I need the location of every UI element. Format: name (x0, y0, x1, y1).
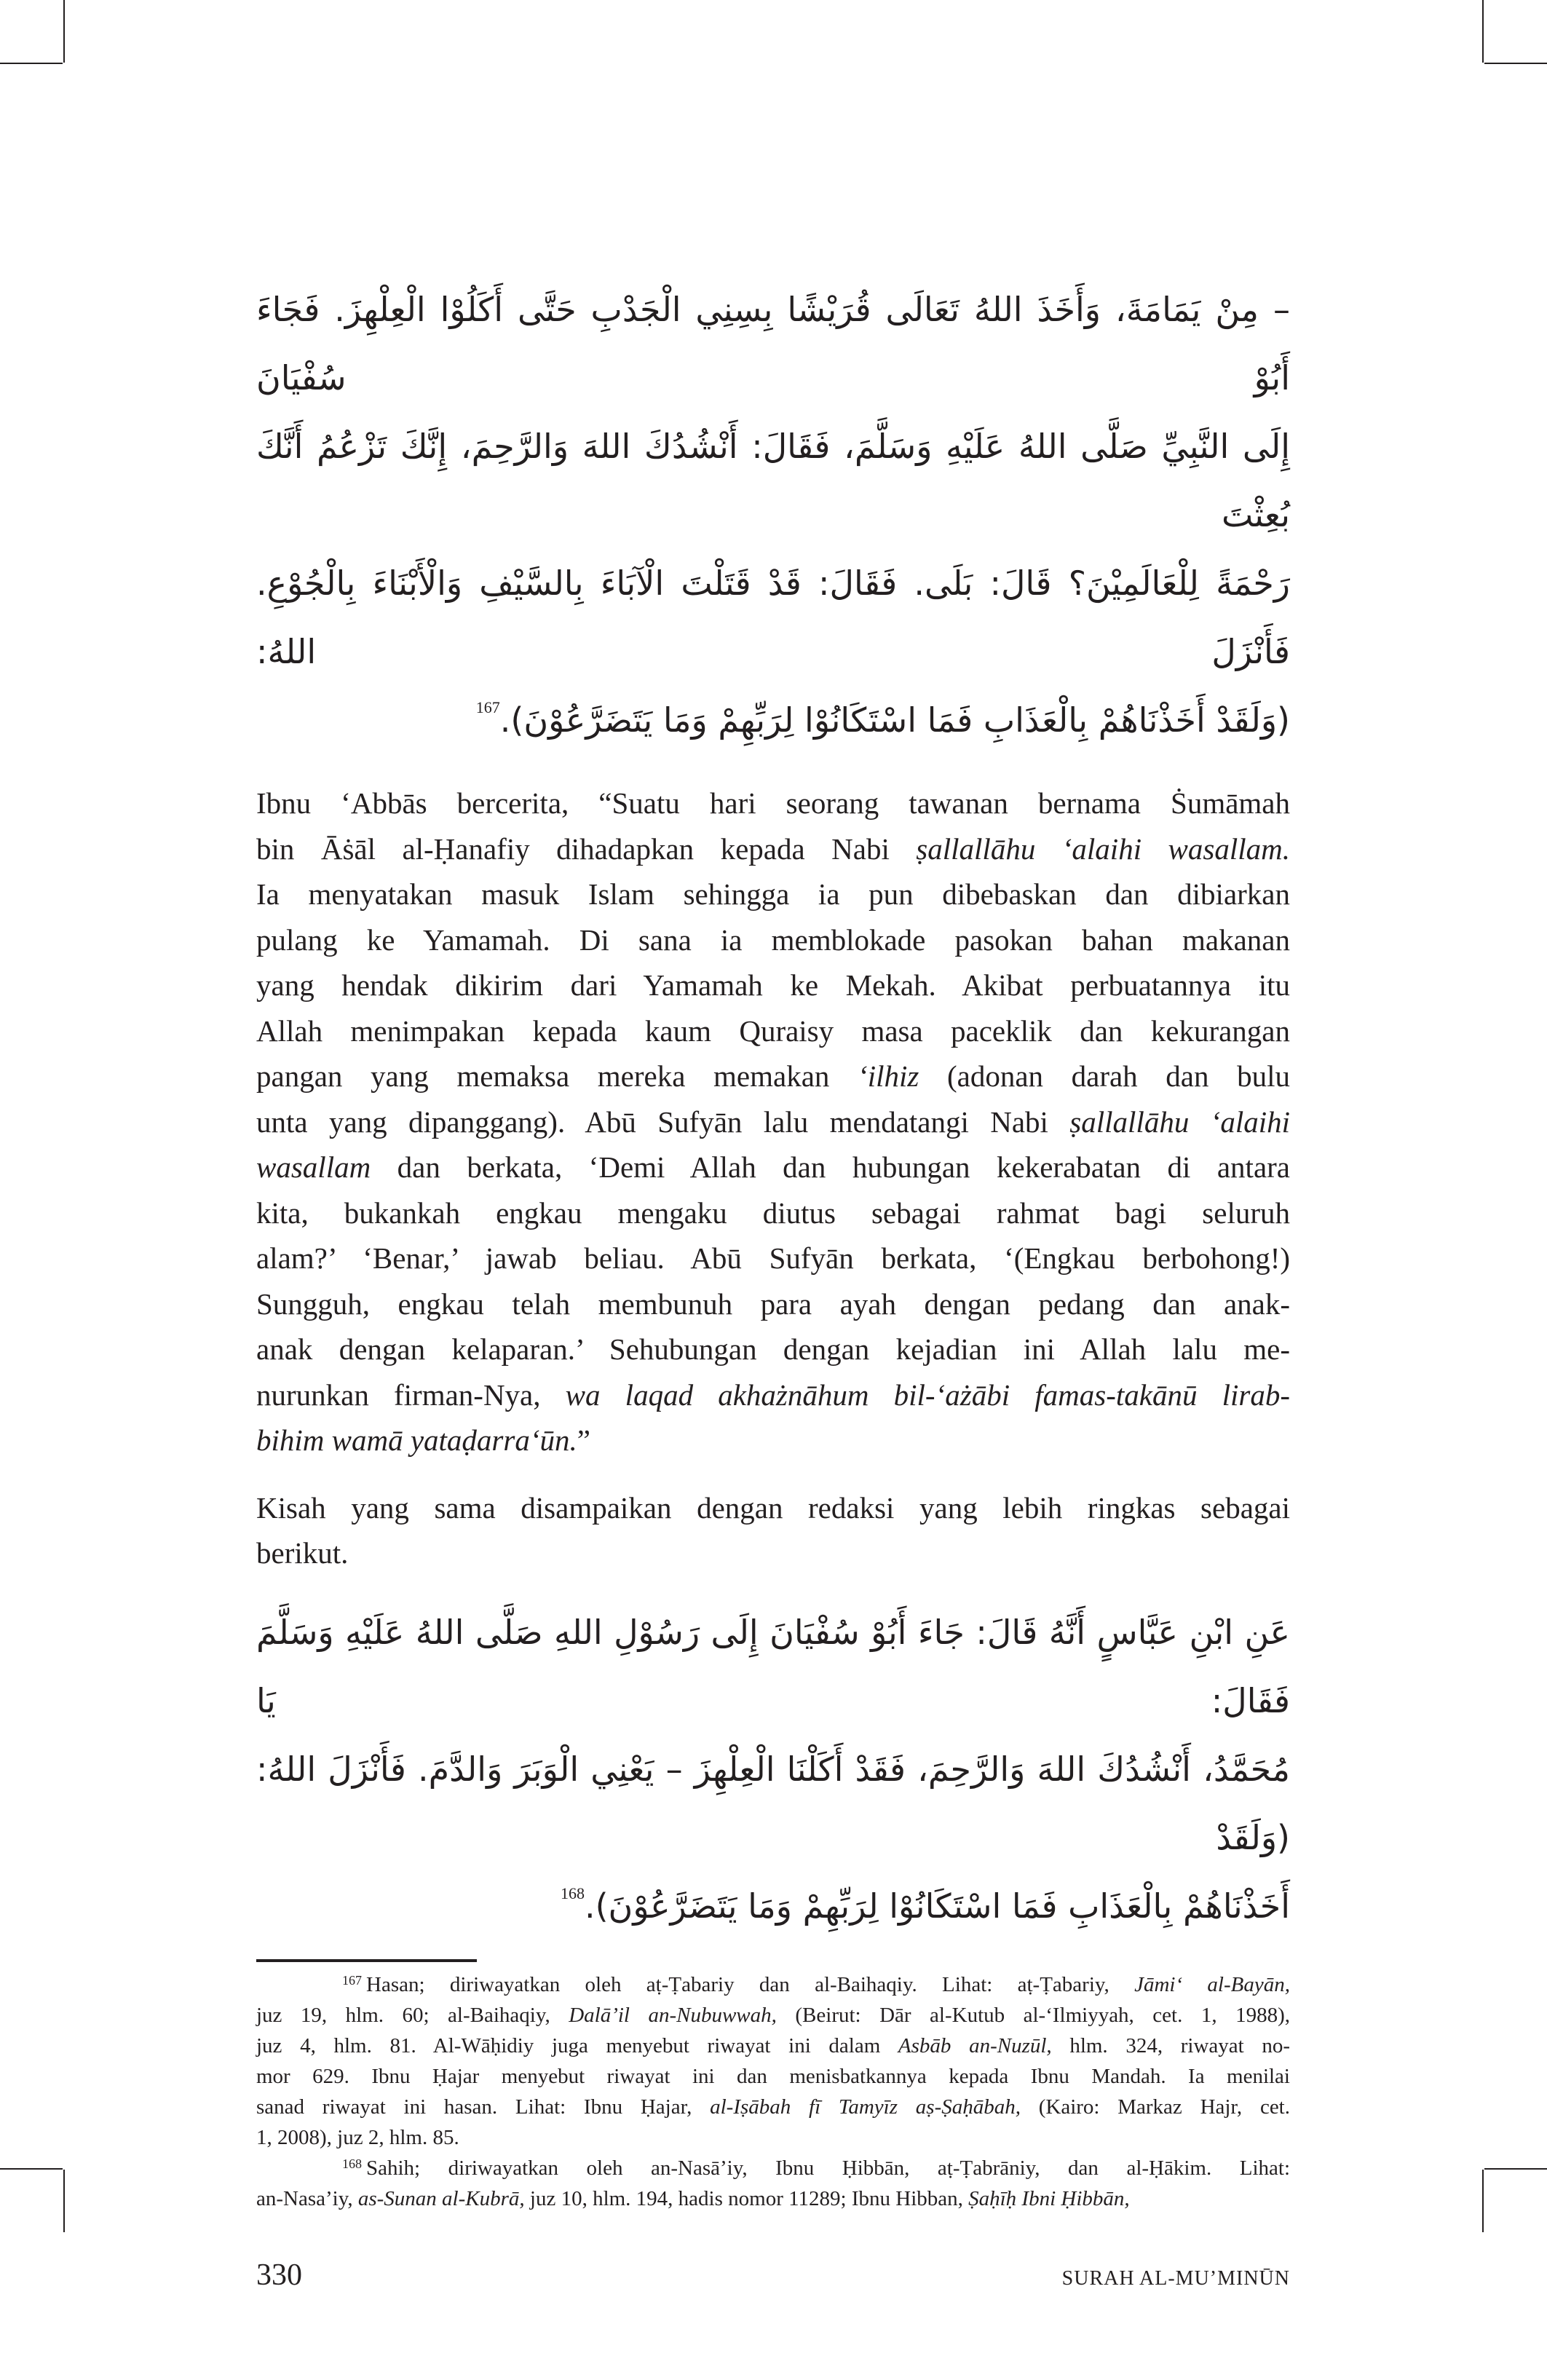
text-line (256, 780, 1290, 826)
text-line (256, 917, 1290, 963)
crop-mark (0, 63, 63, 64)
italic-text: Jāmi‘ al-Bayān, (1134, 1972, 1290, 1996)
footnote-number: 168 (342, 2156, 362, 2171)
text: juz 19, hlm. 60; al-Baihaqiy, (256, 2003, 569, 2027)
text: nurunkan firman-Nya, (256, 1377, 566, 1412)
text-line (256, 2031, 1290, 2061)
text: unta yang dipanggang). Abū Sufyān lalu mendatangi Nabi (256, 1104, 1070, 1139)
footnote (256, 1969, 1290, 2153)
arabic-block-1 (256, 275, 1290, 754)
text-line (256, 1372, 1290, 1418)
footnote-rule (256, 1959, 477, 1962)
text-line (256, 826, 1290, 872)
text: pangan yang memaksa mereka memakan (256, 1059, 858, 1093)
text-line (256, 2122, 1290, 2153)
arabic-line (256, 1872, 1290, 1940)
text-line (256, 1530, 1290, 1576)
text: Hasan; diriwayatkan oleh aṭ-Ṭabariy dan al-Baihaqiy. Lihat: aṭ-Ṭabariy, (366, 1972, 1135, 1996)
text-line (256, 1053, 1290, 1099)
arabic-line (256, 686, 1290, 754)
text-line (256, 1236, 1290, 1281)
text: Ibnu ‘Abbās bercerita, “Suatu hari seorang tawanan bernama Ṡumāmah (256, 786, 1290, 820)
text: Ia menyatakan masuk Islam sehingga ia pun dibebaskan dan dibiarkan (256, 877, 1290, 911)
arabic-line: مُحَمَّدُ، أَنْشُدُكَ اللهَ وَالرَّحِمَ، فَقَدْ أَكَلْنَا الْعِلْهِزَ – يَعْنِي الْوَبَرَ وَالدَّمَ. فَأَنْزَلَ اللهُ: (وَلَقَدْ (256, 1749, 1290, 1857)
italic-text: ṣallallāhu ‘alaihi wasallam. (916, 831, 1290, 866)
crop-mark (63, 2170, 65, 2232)
italic-text: ṣallallāhu ‘alaihi (1069, 1104, 1291, 1139)
text: (adonan darah dan bulu (919, 1059, 1291, 1093)
paragraph-1 (256, 780, 1290, 1463)
text-line (256, 2092, 1290, 2122)
text-line (256, 2153, 1290, 2183)
arabic-line: إِلَى النَّبِيِّ صَلَّى اللهُ عَلَيْهِ وَسَلَّمَ، فَقَالَ: أَنْشُدُكَ اللهَ وَالرَّحِمَ، إِنَّكَ تَزْعُمُ أَنَّكَ بُعِثْتَ (256, 427, 1290, 534)
page-column (256, 0, 1290, 2380)
paragraph-2 (256, 1485, 1290, 1576)
text: alam?’ ‘Benar,’ jawab beliau. Abū Sufyān berkata, ‘(Engkau berbohong!) (256, 1241, 1290, 1275)
text: ” (577, 1423, 590, 1457)
text-line (256, 871, 1290, 917)
text-line (256, 1281, 1290, 1327)
text-line (256, 1144, 1290, 1190)
text: Kisah yang sama disampaikan dengan redaksi yang lebih ringkas sebagai (256, 1490, 1290, 1525)
italic-text: bihim wamā yataḍarra‘ūn. (256, 1423, 577, 1457)
crop-mark (63, 0, 65, 63)
italic-text: al-Iṣābah fī Tamyīz aṣ-Ṣaḥābah, (710, 2095, 1021, 2119)
text-line (256, 1099, 1290, 1145)
text: juz 4, hlm. 81. Al-Wāḥidiy juga menyebut riwayat ini dalam (256, 2033, 898, 2057)
crop-mark (1482, 2170, 1484, 2232)
arabic-block-2 (256, 1598, 1290, 1940)
arabic-text: (وَلَقَدْ أَخَذْنَاهُمْ بِالْعَذَابِ فَمَا اسْتَكَانُوْا لِرَبِّهِمْ وَمَا يَتَضَرَّعُوْنَ). (499, 700, 1290, 740)
text: bin Āṡāl al-Ḥanafiy dihadapkan kepada Nabi (256, 831, 917, 866)
text-line (256, 962, 1290, 1008)
italic-text: ‘ilhiz (858, 1059, 919, 1093)
italic-text: wa laqad akhażnāhum bil-‘ażābi famas-takānū lirab- (565, 1377, 1290, 1412)
italic-text: wasallam (256, 1150, 371, 1184)
arabic-line: – مِنْ يَمَامَةَ، وَأَخَذَ اللهُ تَعَالَى قُرَيْشًا بِسِنِي الْجَدْبِ حَتَّى أَكَلُوْا الْعِلْهِزَ. فَجَاءَ أَبُوْ سُفْيَانَ (256, 290, 1290, 398)
footnote-ref[interactable]: 168 (560, 1883, 585, 1902)
page-footer (256, 2258, 1290, 2293)
italic-text: Asbāb an-Nuzūl, (898, 2033, 1052, 2057)
crop-mark (1484, 63, 1547, 64)
text: yang hendak dikirim dari Yamamah ke Mekah. Akibat perbuatannya itu (256, 968, 1290, 1002)
text-line (256, 2183, 1290, 2214)
footnotes (256, 1969, 1290, 2214)
text: Sahih; diriwayatkan oleh an-Nasā’iy, Ibnu Ḥibbān, aṭ-Ṭabrāniy, dan al-Ḥākim. Lihat: (366, 2156, 1290, 2180)
text: kita, bukankah engkau mengaku diutus sebagai rahmat bagi seluruh (256, 1195, 1290, 1230)
running-title: SURAH AL-MU’MINŪN (1061, 2266, 1290, 2290)
text: juz 10, hlm. 194, hadis nomor 11289; Ibnu Hibban, (524, 2186, 969, 2210)
text: pulang ke Yamamah. Di sana ia memblokade pasokan bahan makanan (256, 922, 1290, 957)
italic-text: as-Sunan al-Kubrā, (357, 2186, 525, 2210)
footnote-number: 167 (342, 1972, 362, 1988)
text-line (256, 1485, 1290, 1531)
italic-text: Ṣaḥīḥ Ibni Ḥibbān, (968, 2186, 1130, 2210)
arabic-line: رَحْمَةً لِلْعَالَمِيْنَ؟ قَالَ: بَلَى. فَقَالَ: قَدْ قَتَلْتَ الْآبَاءَ بِالسَّيْفِ وَالْأَبْنَاءَ بِالْجُوْعِ. فَأَنْزَلَ اللهُ: (256, 564, 1290, 671)
text-line (256, 1190, 1290, 1236)
page-number: 330 (256, 2258, 302, 2292)
text: mor 629. Ibnu Ḥajar menyebut riwayat ini dan menisbatkannya kepada Ibnu Mandah. Ia menilai (256, 2064, 1290, 2088)
text: dan berkata, ‘Demi Allah dan hubungan kekerabatan di antara (371, 1150, 1290, 1184)
text: hlm. 324, riwayat no- (1051, 2033, 1290, 2057)
text-line (256, 1418, 1290, 1463)
text: Sungguh, engkau telah membunuh para ayah dengan pedang dan anak- (256, 1286, 1290, 1321)
text: Allah menimpakan kepada kaum Quraisy masa paceklik dan kekurangan (256, 1013, 1290, 1048)
text-line (256, 2061, 1290, 2092)
text-line (256, 2000, 1290, 2031)
text: an-Nasa’iy, (256, 2186, 358, 2210)
footnote (256, 2153, 1290, 2214)
text: (Beirut: Dār al-Kutub al-‘Ilmiyyah, cet. 1, 1988), (776, 2003, 1290, 2027)
crop-mark (0, 2168, 63, 2170)
arabic-line: عَنِ ابْنِ عَبَّاسٍ أَنَّهُ قَالَ: جَاءَ أَبُوْ سُفْيَانَ إِلَى رَسُوْلِ اللهِ صَلَّى اللهُ عَلَيْهِ وَسَلَّمَ فَقَالَ: يَا (256, 1612, 1290, 1720)
crop-mark (1482, 0, 1484, 63)
text: berikut. (256, 1536, 349, 1570)
text-line (256, 1327, 1290, 1372)
footnote-ref[interactable]: 167 (475, 698, 500, 716)
text: anak dengan kelaparan.’ Sehubungan dengan kejadian ini Allah lalu me- (256, 1332, 1290, 1366)
crop-mark (1484, 2168, 1547, 2170)
arabic-text: أَخَذْنَاهُمْ بِالْعَذَابِ فَمَا اسْتَكَانُوْا لِرَبِّهِمْ وَمَا يَتَضَرَّعُوْنَ). (584, 1886, 1290, 1926)
text: 1, 2008), juz 2, hlm. 85. (256, 2125, 459, 2149)
text: (Kairo: Markaz Hajr, cet. (1020, 2095, 1290, 2119)
text-line (256, 1969, 1290, 2000)
text: sanad riwayat ini hasan. Lihat: Ibnu Ḥajar, (256, 2095, 711, 2119)
text-line (256, 1008, 1290, 1054)
italic-text: Dalā’il an-Nubuwwah, (569, 2003, 777, 2027)
